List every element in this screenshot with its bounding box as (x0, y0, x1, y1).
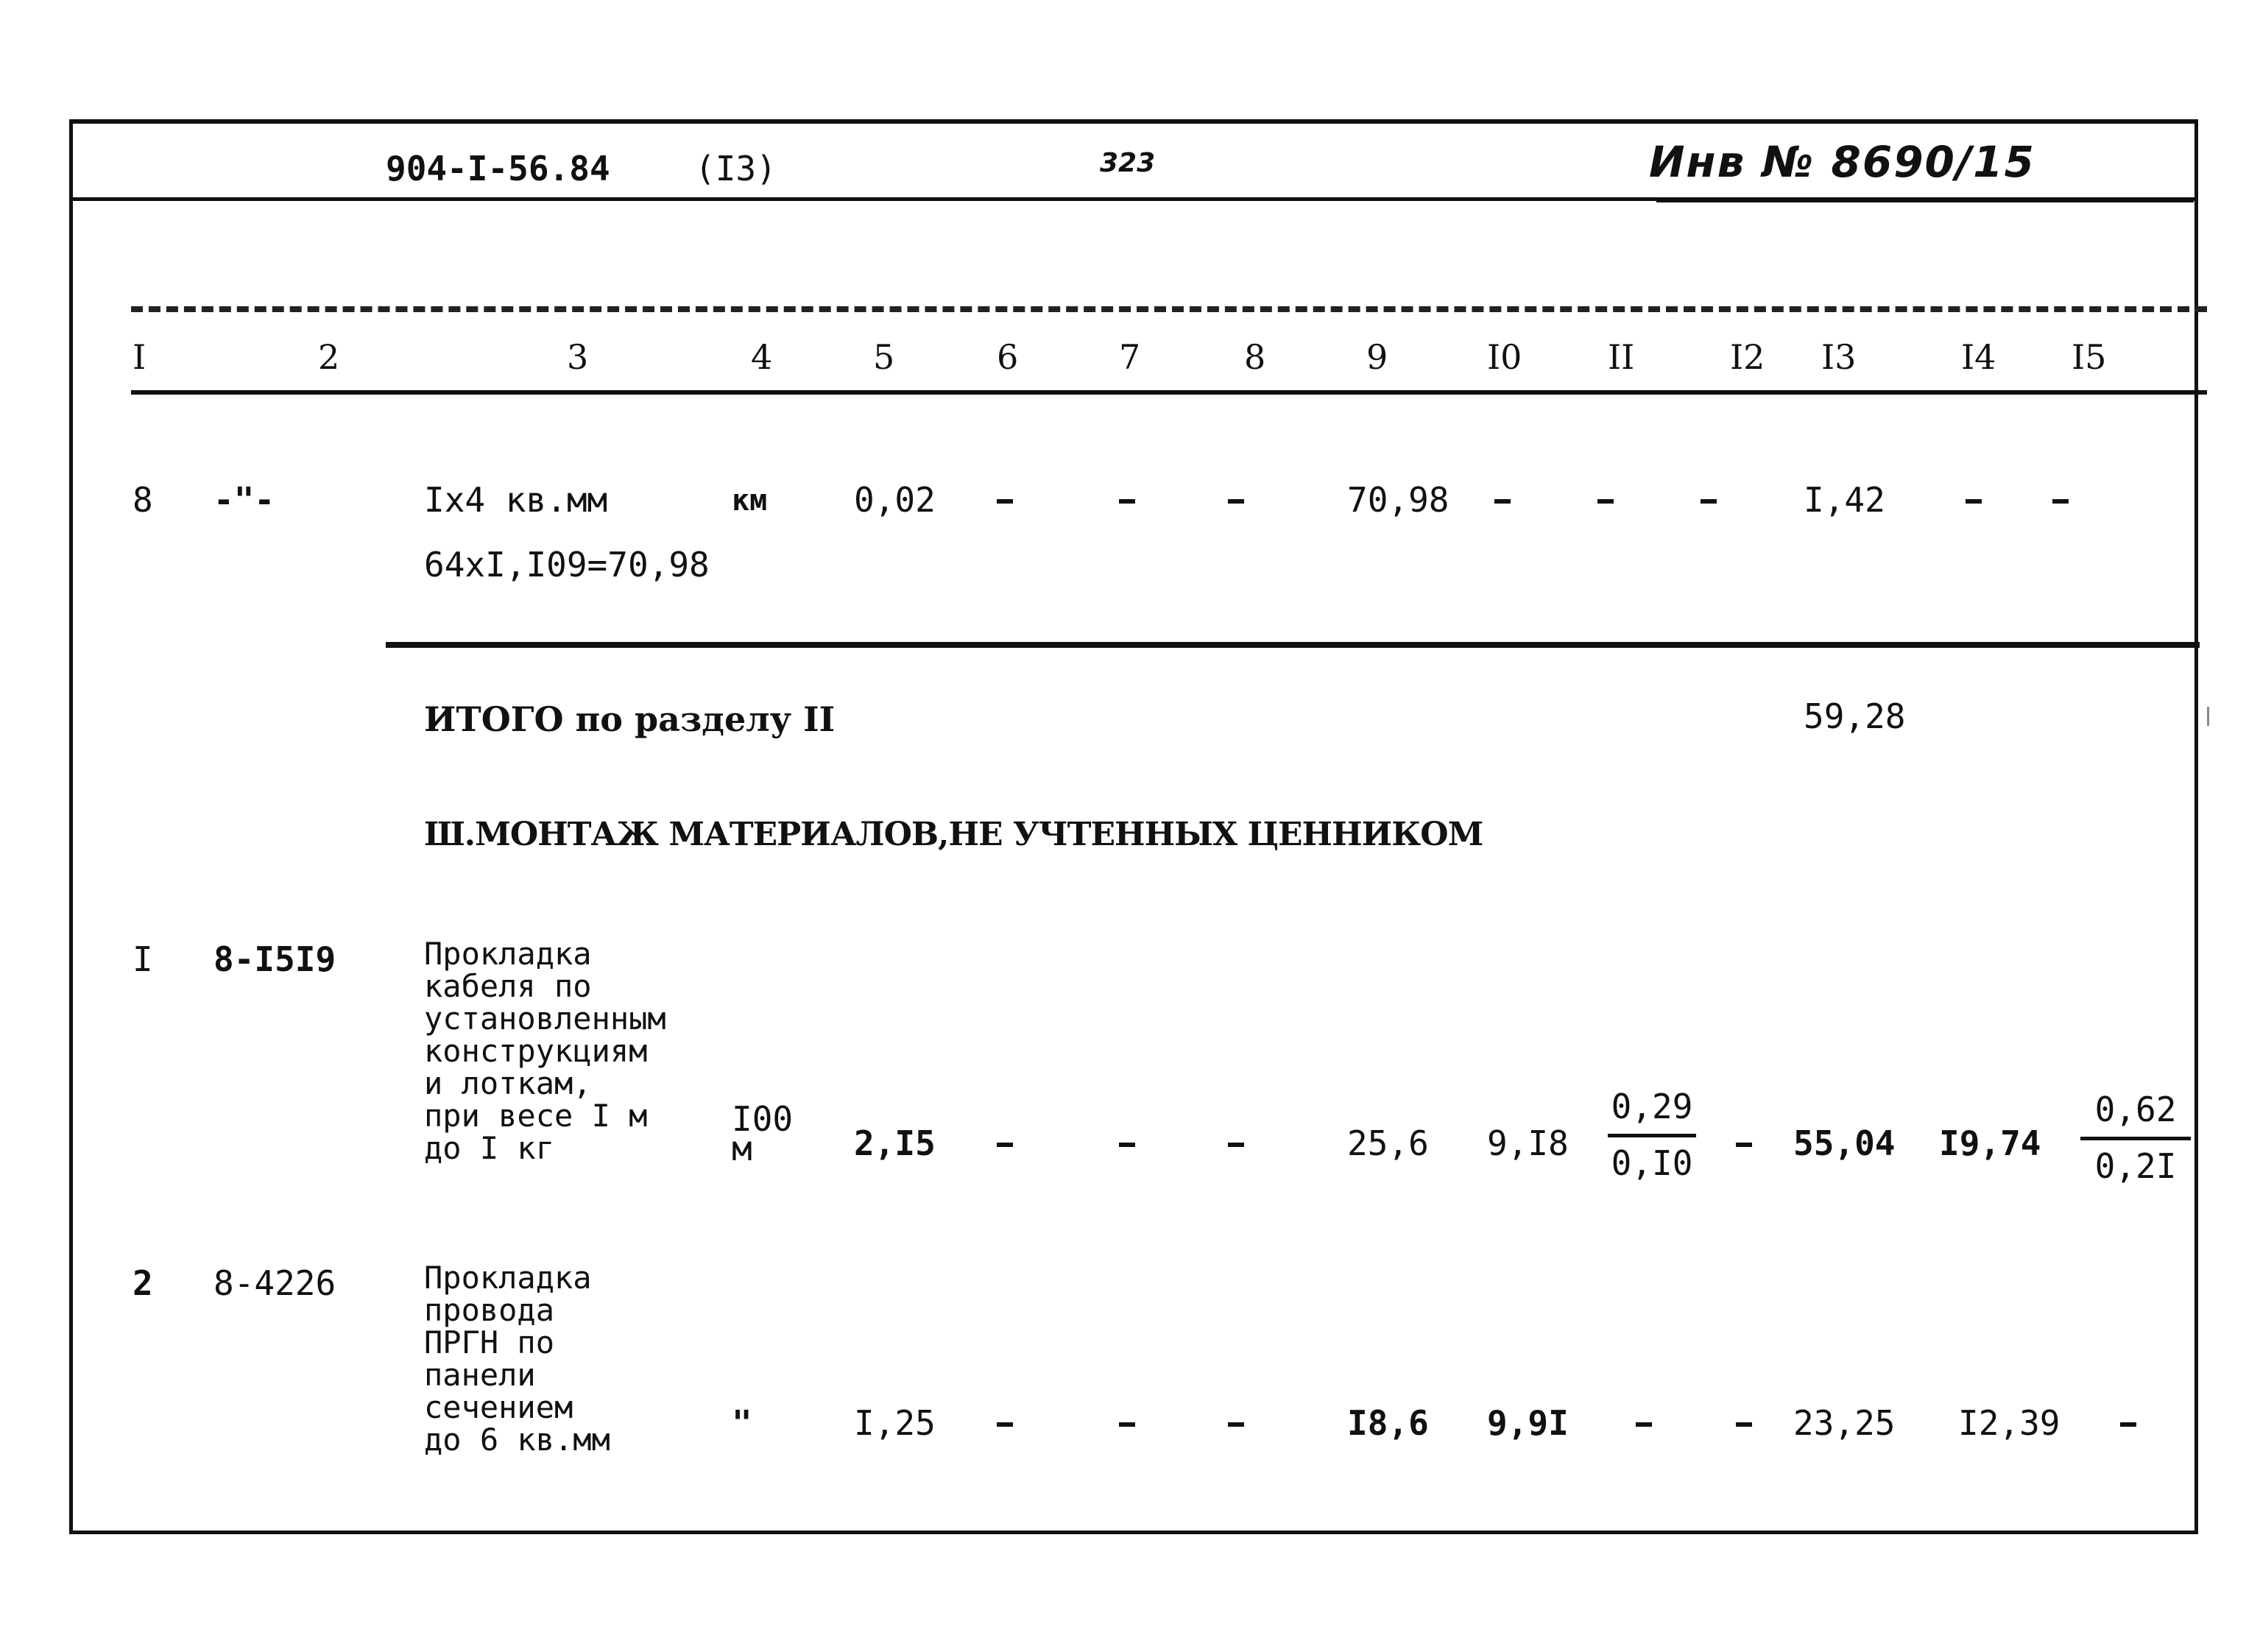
header-rule (73, 197, 2194, 201)
row8-col7-dash (1119, 499, 1135, 504)
row2-col5: I,25 (854, 1403, 936, 1443)
row1-col11-bottom: 0,I0 (1611, 1143, 1693, 1183)
col-num-7: 7 (1119, 337, 1141, 377)
row1-col13: 55,04 (1793, 1123, 1896, 1163)
row2-col13: 23,25 (1793, 1403, 1896, 1443)
col-num-4: 4 (751, 337, 773, 377)
doc-code: 904-I-56.84 (386, 149, 610, 188)
row1-num: I (133, 939, 153, 979)
row1-col14: I9,74 (1939, 1123, 2041, 1163)
row8-unit: км (732, 484, 768, 518)
row1-code: 8-I5I9 (213, 939, 336, 979)
row1-col10: 9,I8 (1487, 1123, 1569, 1163)
row2-desc: Прокладка провода ПРГН по панели сечением до 6 кв.мм (424, 1260, 610, 1458)
col-num-3: 3 (567, 337, 589, 377)
row1-col8-dash (1228, 1143, 1244, 1147)
inventory-number: Инв № 8690/15 (1649, 137, 2035, 187)
row1-unit: I00 м (732, 1099, 794, 1168)
row1-desc: Прокладка кабеля по установленным конструкциям и лоткам, при весе I м до I кг (424, 936, 666, 1166)
row2-col7-dash (1119, 1422, 1135, 1427)
row1-col6-dash (997, 1143, 1013, 1147)
col-num-10: I0 (1487, 337, 1522, 377)
row1-col9: 25,6 (1347, 1123, 1429, 1163)
section-total-label: ИТОГО по разделу II (424, 699, 836, 739)
row8-col13: I,42 (1804, 480, 1885, 520)
row8-col11-dash (1597, 499, 1614, 504)
column-bottom-rule (131, 390, 2207, 395)
col-num-13: I3 (1821, 337, 1857, 377)
col-num-5: 5 (873, 337, 895, 377)
col-num-12: I2 (1730, 337, 1765, 377)
row2-col10: 9,9I (1487, 1403, 1569, 1443)
col-num-8: 8 (1244, 337, 1266, 377)
col-num-6: 6 (997, 337, 1019, 377)
row1-col5: 2,I5 (854, 1123, 936, 1163)
row2-col15-dash (2120, 1422, 2136, 1427)
row8-col6-dash (997, 499, 1013, 504)
row2-code: 8-4226 (213, 1263, 336, 1303)
margin-mark (2207, 707, 2209, 726)
row8-col8-dash (1228, 499, 1244, 504)
row8-num: 8 (133, 480, 153, 520)
column-top-rule (131, 306, 2207, 312)
row8-col15-dash (2052, 499, 2069, 504)
row2-num: 2 (133, 1263, 153, 1303)
row8-col12-dash (1701, 499, 1717, 504)
col-num-1: I (133, 337, 146, 377)
row8-col9: 70,98 (1347, 480, 1449, 520)
row1-col11-bar (1608, 1134, 1696, 1137)
row2-unit: " (732, 1403, 752, 1443)
col-num-11: II (1608, 337, 1635, 377)
row1-col15-top: 0,62 (2094, 1090, 2177, 1129)
section-3-title: Ш.МОНТАЖ МАТЕРИАЛОВ,НЕ УЧТЕННЫХ ЦЕННИКОМ (424, 816, 1483, 853)
row2-col6-dash (997, 1422, 1013, 1427)
row2-col8-dash (1228, 1422, 1244, 1427)
row1-col7-dash (1119, 1143, 1135, 1147)
col-num-2: 2 (318, 337, 340, 377)
page-number: 323 (1100, 148, 1156, 178)
row1-col15-bar (2080, 1137, 2191, 1140)
row1-col12-dash (1736, 1143, 1752, 1147)
row2-col14: I2,39 (1958, 1403, 2061, 1443)
row1-col15-bottom: 0,2I (2094, 1146, 2177, 1186)
row8-code: -"- (213, 480, 275, 520)
row2-col12-dash (1736, 1422, 1752, 1427)
row1-col11-fraction (1608, 1087, 1696, 1183)
row8-col5: 0,02 (854, 480, 936, 520)
row8-col14-dash (1966, 499, 1982, 504)
row2-col9: I8,6 (1347, 1403, 1429, 1443)
col-num-14: I4 (1961, 337, 1996, 377)
row2-col11-dash (1636, 1422, 1652, 1427)
row1-col11-top: 0,29 (1611, 1087, 1693, 1126)
section-total-value: 59,28 (1804, 696, 1906, 736)
col-num-15: I5 (2072, 337, 2107, 377)
row1-col15-fraction (2080, 1090, 2191, 1186)
row8-desc-line1: Iх4 кв.мм (424, 480, 608, 520)
row8-desc-line2: 64хI,I09=70,98 (424, 545, 710, 585)
total-rule (386, 642, 2200, 648)
col-num-9: 9 (1366, 337, 1388, 377)
row8-col10-dash (1494, 499, 1511, 504)
sheet-number: (I3) (695, 149, 777, 188)
